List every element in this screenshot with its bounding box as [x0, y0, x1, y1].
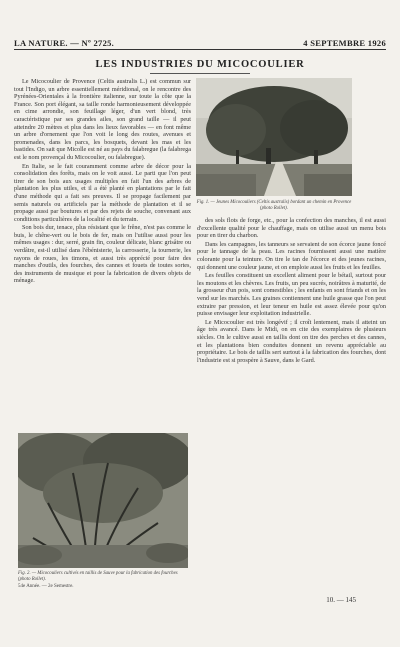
paragraph: Le Micocoulier est très longévif ; il croît lentement, mais il atteint un âge très avancé. Dans le Midi, on en cite des exemplaires de plusieurs siècles. On le cultive aussi en taillis dont on tire des perches et des cannes, et les plantations bien conduites donnent un revenu appréciable au propriétaire. Le bois de taillis sert surtout à la fabrication des fourches, dont l'industrie est si prospère à Sauve, dans le Gard. — [197, 318, 386, 364]
journal-issue: LA NATURE. — Nº 2725. — [14, 38, 115, 48]
paragraph: En Italie, se le fait couramment comme arbre de décor pour la consolidation des forêts, mais on le voit aussi. Le parti que l'on peut tirer de son bois aux usages multiples en fait l'un des arbres de plantation les plus utiles, et il a été planté en plantations par le fait d'une méthode qui a fait ses preuves. Il se propage facilement par semis naturels ou artificiels par la méthode de plantation et il se propage aussi par boutures et par des rejets de souche, convenant aux conditions particulières de la localité et du terrain. — [14, 162, 191, 223]
figure-1-caption: Fig. 1. — Jeunes Micocouliers (Celtis australis) bordant un chemin en Provence (photo Rollet). — [196, 200, 352, 211]
paragraph: Son bois dur, tenace, plus résistant que le frêne, n'est pas comme le buis, le chêne-vert ou le bois de fer, mais on l'utilise aussi pour les mêmes usages : dur, serré, grain fin, couleur délicate, blanc grisâtre ou verdâtre, est-il utilisé dans l'ébénisterie, la carrosserie, la tournerie, les rayons de roues, les timons, et aussi très apprécié pour faire des manches d'outils, des fourches, des cannes et fouets de toutes sortes, des instruments de musique et pour la fabrication de divers objets de ménage. — [14, 224, 191, 285]
paragraph: Dans les campagnes, les tanneurs se servaient de son écorce jaune foncé pour le tannage de la peau. Les racines fournissent aussi une matière colorante pour la teinture. On tire le tan de l'écorce et des jeunes racines, qui donnent une couleur jaune, et on emploie aussi les fruits et les feuilles. — [197, 240, 386, 271]
paragraph: Le Micocoulier de Provence (Celtis australis L.) est commun sur tout l'Indigo, un arbre essentiellement méridional, on le rencontre des Pyrénées-Orientales à la frontière italienne, sur toute la côte que la France. Son port élégant, sa taille ronde harmonieusement développée en cime arrondie, son feuillage léger, d'un vert blond, très caractéristique par ses grandes ailes, son grand taille — il peut atteindre 20 mètres et plus dans les lieux favorables — en font même un arbre d'ornement que l'on voit le long des routes, avenues et promenades, dans les parcs, les bosquets, devant les mas et les bastides. On sait que Micolle est né au pays du falabregue (la falabrega est le nom provençal du Micocoulier, ou falabregue). — [14, 78, 191, 161]
page-number: 10. — 145 — [326, 596, 356, 604]
figure-2-caption: Fig. 2. — Micocouliers cultivés en taillis de Sauve pour la fabrication des fourches (photo Rollet). — [18, 571, 178, 582]
article-title: LES INDUSTRIES DU MICOCOULIER — [95, 59, 305, 70]
left-column — [14, 78, 191, 403]
page-header — [14, 32, 386, 48]
coppice-illustration — [18, 433, 188, 568]
photo-trees-along-road — [196, 78, 352, 196]
header-divider — [14, 49, 386, 50]
issue-date: 4 SEPTEMBRE 1926 — [303, 38, 386, 48]
photo-coppice-stems — [18, 433, 188, 568]
trees-road-illustration — [196, 78, 352, 196]
paragraph: Les feuilles constituent un excellent aliment pour le bétail, surtout pour les moutons et les chèvres. Les fruits, un peu sucrés, noirâtres à maturité, de la grosseur d'un pois, sont comestibles ; les enfants en sont friands et on les vend sur les marchés. Les graines contiennent une huile grasse que l'on peut extraire par pression, et leur teneur en huile est assez élevée pour qu'on puisse envisager leur exploitation industrielle. — [197, 272, 386, 318]
paragraph: des sols flots de forge, etc., pour la confection des manches, il est aussi d'excellente qualité pour le chauffage, mais on utilise aussi un menu bois pour en tirer du charbon. — [197, 217, 386, 240]
volume-info: 54e Année. — 2e Semestre. — [18, 584, 74, 589]
title-divider — [150, 73, 250, 74]
right-column — [197, 217, 386, 597]
